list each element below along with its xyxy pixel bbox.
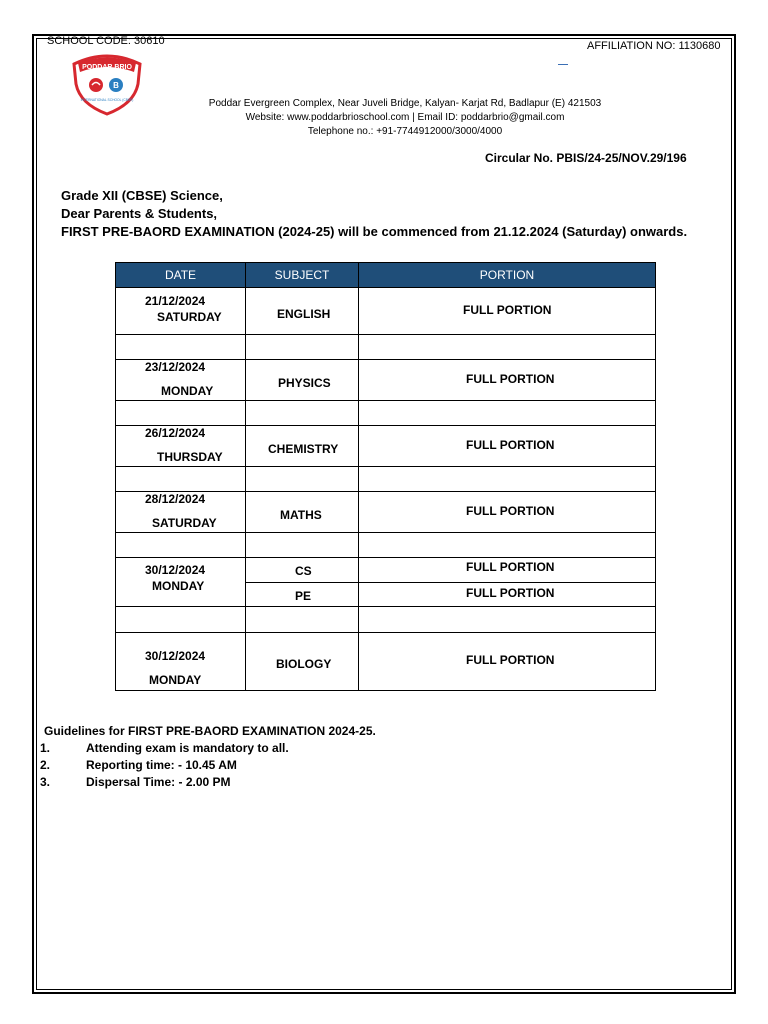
guideline-number: 2. — [40, 758, 51, 772]
subject-cell — [246, 288, 359, 335]
subject-cell — [246, 492, 359, 533]
portion-cell — [359, 558, 656, 583]
portion-cell — [359, 492, 656, 533]
portion-cell — [359, 633, 656, 691]
table-header-row — [116, 263, 656, 288]
exam-subject: CHEMISTRY — [268, 442, 339, 456]
spacer-row — [116, 401, 656, 426]
exam-date: 28/12/2024 — [145, 492, 206, 506]
spacer-row — [116, 335, 656, 360]
exam-portion: FULL PORTION — [466, 372, 555, 386]
subject-cell — [246, 633, 359, 691]
exam-day: SATURDAY — [152, 516, 217, 530]
grade-line: Grade XII (CBSE) Science, — [61, 188, 223, 203]
exam-subject: PE — [295, 589, 312, 603]
affiliation-number: AFFILIATION NO: 1130680 — [587, 40, 721, 52]
exam-subject: CS — [295, 564, 312, 578]
portion-cell — [359, 426, 656, 467]
date-cell — [116, 360, 246, 401]
exam-day: THURSDAY — [157, 450, 223, 464]
exam-day: MONDAY — [161, 384, 214, 398]
spacer-row — [116, 607, 656, 633]
date-cell — [116, 288, 246, 335]
exam-day: MONDAY — [149, 673, 202, 687]
logo-subtext: INTERNATIONAL SCHOOL (CBSE) — [80, 98, 134, 102]
table-row — [116, 360, 656, 401]
exam-schedule-table — [115, 262, 656, 691]
exam-date: 26/12/2024 — [145, 426, 206, 440]
guidelines-title: Guidelines for FIRST PRE-BAORD EXAMINATION 2024-25. — [44, 724, 376, 738]
date-cell — [116, 558, 246, 607]
date-cell — [116, 426, 246, 467]
guideline-text: Reporting time: - 10.45 AM — [86, 758, 237, 772]
guideline-number: 1. — [40, 741, 51, 755]
table-row — [116, 492, 656, 533]
guideline-text: Dispersal Time: - 2.00 PM — [86, 775, 231, 789]
logo-text: PODDAR BRIO — [82, 64, 132, 71]
exam-portion: FULL PORTION — [466, 560, 555, 574]
spacer-row — [116, 533, 656, 558]
guideline-text: Attending exam is mandatory to all. — [86, 741, 289, 755]
exam-date: 30/12/2024 — [145, 563, 206, 577]
exam-subject: BIOLOGY — [276, 657, 332, 671]
header-portion: PORTION — [359, 263, 656, 288]
guideline-number: 3. — [40, 775, 51, 789]
header-subject: SUBJECT — [246, 263, 359, 288]
table-row — [116, 558, 656, 583]
exam-portion: FULL PORTION — [463, 303, 552, 317]
exam-date: 23/12/2024 — [145, 360, 206, 374]
exam-subject: PHYSICS — [278, 376, 331, 390]
portion-cell — [359, 288, 656, 335]
exam-portion: FULL PORTION — [466, 438, 555, 452]
exam-day: MONDAY — [152, 579, 205, 593]
exam-date: 30/12/2024 — [145, 649, 206, 663]
header-date: DATE — [116, 263, 246, 288]
exam-subject: ENGLISH — [277, 307, 331, 321]
subject-cell — [246, 558, 359, 583]
exam-announcement: FIRST PRE-BAORD EXAMINATION (2024-25) will be commenced from 21.12.2024 (Saturday) onwards. — [61, 224, 688, 239]
subject-cell — [246, 360, 359, 401]
exam-portion: FULL PORTION — [466, 586, 555, 600]
school-logo — [68, 54, 146, 116]
portion-cell — [359, 583, 656, 607]
header-dash — [558, 64, 568, 65]
exam-day: SATURDAY — [157, 310, 222, 324]
circular-number: Circular No. PBIS/24-25/NOV.29/196 — [485, 151, 687, 165]
svg-text:B: B — [113, 81, 119, 90]
exam-date: 21/12/2024 — [145, 294, 206, 308]
table-row — [116, 633, 656, 691]
date-cell — [116, 492, 246, 533]
exam-portion: FULL PORTION — [466, 653, 555, 667]
salutation: Dear Parents & Students, — [61, 206, 218, 221]
table-row — [116, 426, 656, 467]
school-contact: Website: www.poddarbrioschool.com | Email ID: poddarbrio@gmail.com — [245, 112, 565, 123]
school-code: SCHOOL CODE: 30610 — [47, 35, 165, 47]
spacer-row — [116, 467, 656, 492]
subject-cell — [246, 583, 359, 607]
portion-cell — [359, 360, 656, 401]
exam-portion: FULL PORTION — [466, 504, 555, 518]
table-row — [116, 288, 656, 335]
school-telephone: Telephone no.: +91-7744912000/3000/4000 — [307, 126, 503, 137]
school-address: Poddar Evergreen Complex, Near Juveli Bridge, Kalyan- Karjat Rd, Badlapur (E) 421503 — [208, 98, 602, 109]
date-cell — [116, 633, 246, 691]
subject-cell — [246, 426, 359, 467]
exam-subject: MATHS — [280, 508, 322, 522]
